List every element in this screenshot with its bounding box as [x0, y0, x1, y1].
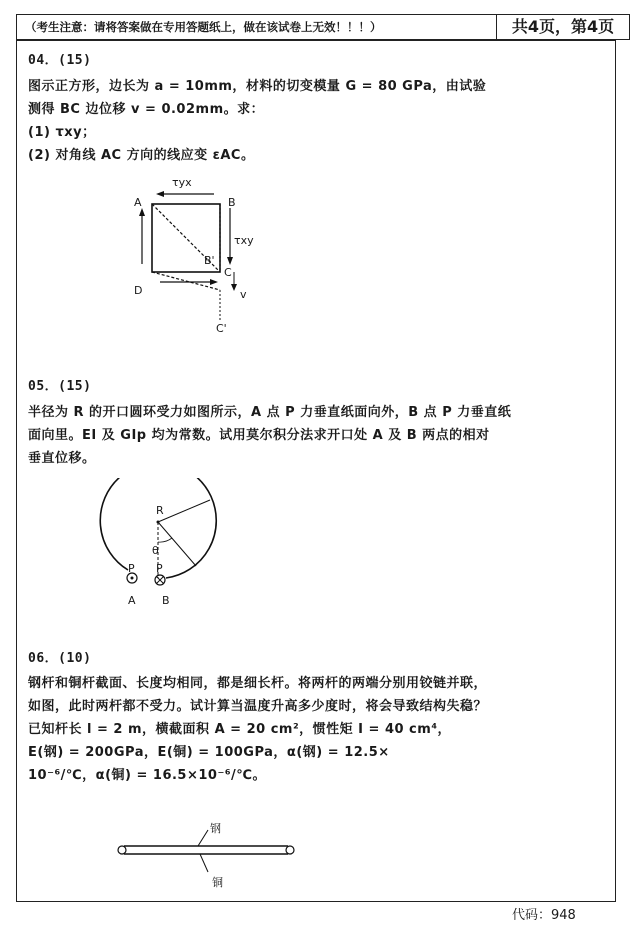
- label-A: A: [134, 196, 142, 209]
- label-R: R: [156, 504, 164, 517]
- question-4-number: 04．(15): [28, 53, 92, 68]
- question-5-number: 05．(15): [28, 379, 92, 394]
- question-6-line-4: E(钢) = 200GPa，E(铜) = 100GPa，α(钢) = 12.5×: [28, 745, 390, 760]
- label-C: C: [224, 266, 232, 279]
- label-P-B: P: [156, 562, 163, 575]
- parallel-rods-figure: [108, 820, 308, 892]
- label-D: D: [134, 284, 143, 297]
- label-B: B: [228, 196, 236, 209]
- question-4-line-3: (1) τxy；: [28, 125, 96, 140]
- question-6-line-3: 已知杆长 l = 2 m，横截面积 A = 20 cm²，惯性矩 I = 40 cm⁴，: [28, 722, 452, 737]
- question-6-line-5: 10⁻⁶/℃，α(铜) = 16.5×10⁻⁶/℃。: [28, 768, 266, 783]
- question-6-line-2: 如图，此时两杆都不受力。试计算当温度升高多少度时，将会导致结构失稳？: [28, 699, 488, 714]
- label-B-prime: B': [204, 254, 215, 267]
- page-header: [16, 14, 630, 40]
- question-5-line-2: 面向里。EI 及 GIp 均为常数。试用莫尔积分法求开口处 A 及 B 两点的相对: [28, 428, 490, 443]
- label-ring-A: A: [128, 594, 136, 607]
- question-6-number: 06．(10): [28, 651, 92, 666]
- label-tau-yx: τyx: [172, 176, 192, 189]
- label-ring-B: B: [162, 594, 170, 607]
- question-6-line-1: 钢杆和铜杆截面、长度均相同，都是细长杆。将两杆的两端分别用铰链并联，: [28, 676, 488, 691]
- question-4-line-1: 图示正方形，边长为 a = 10mm，材料的切变模量 G = 80 GPa，由试验: [28, 79, 487, 94]
- question-5-line-3: 垂直位移。: [28, 451, 96, 466]
- question-4-line-2: 测得 BC 边位移 v = 0.02mm。求：: [28, 102, 265, 117]
- label-C-prime: C': [216, 322, 227, 335]
- question-5-line-1: 半径为 R 的开口圆环受力如图所示，A 点 P 力垂直纸面向外，B 点 P 力垂直纸: [28, 405, 512, 420]
- label-tau-xy: τxy: [234, 234, 254, 247]
- label-theta: θ: [152, 544, 159, 557]
- exam-code: 代码：948: [512, 908, 576, 923]
- question-4-line-4: (2) 对角线 AC 方向的线应变 εAC。: [28, 148, 255, 163]
- label-copper: 铜: [212, 876, 223, 889]
- label-v: v: [240, 288, 247, 301]
- square-shear-figure: [120, 172, 290, 342]
- label-P-A: P: [128, 562, 135, 575]
- label-steel: 钢: [210, 822, 221, 835]
- exam-notice: （考生注意：请将答案做在专用答题纸上，做在该试卷上无效！！！）: [16, 14, 496, 40]
- open-ring-figure: [86, 478, 256, 618]
- page-info: 共4页，第4页: [496, 14, 630, 40]
